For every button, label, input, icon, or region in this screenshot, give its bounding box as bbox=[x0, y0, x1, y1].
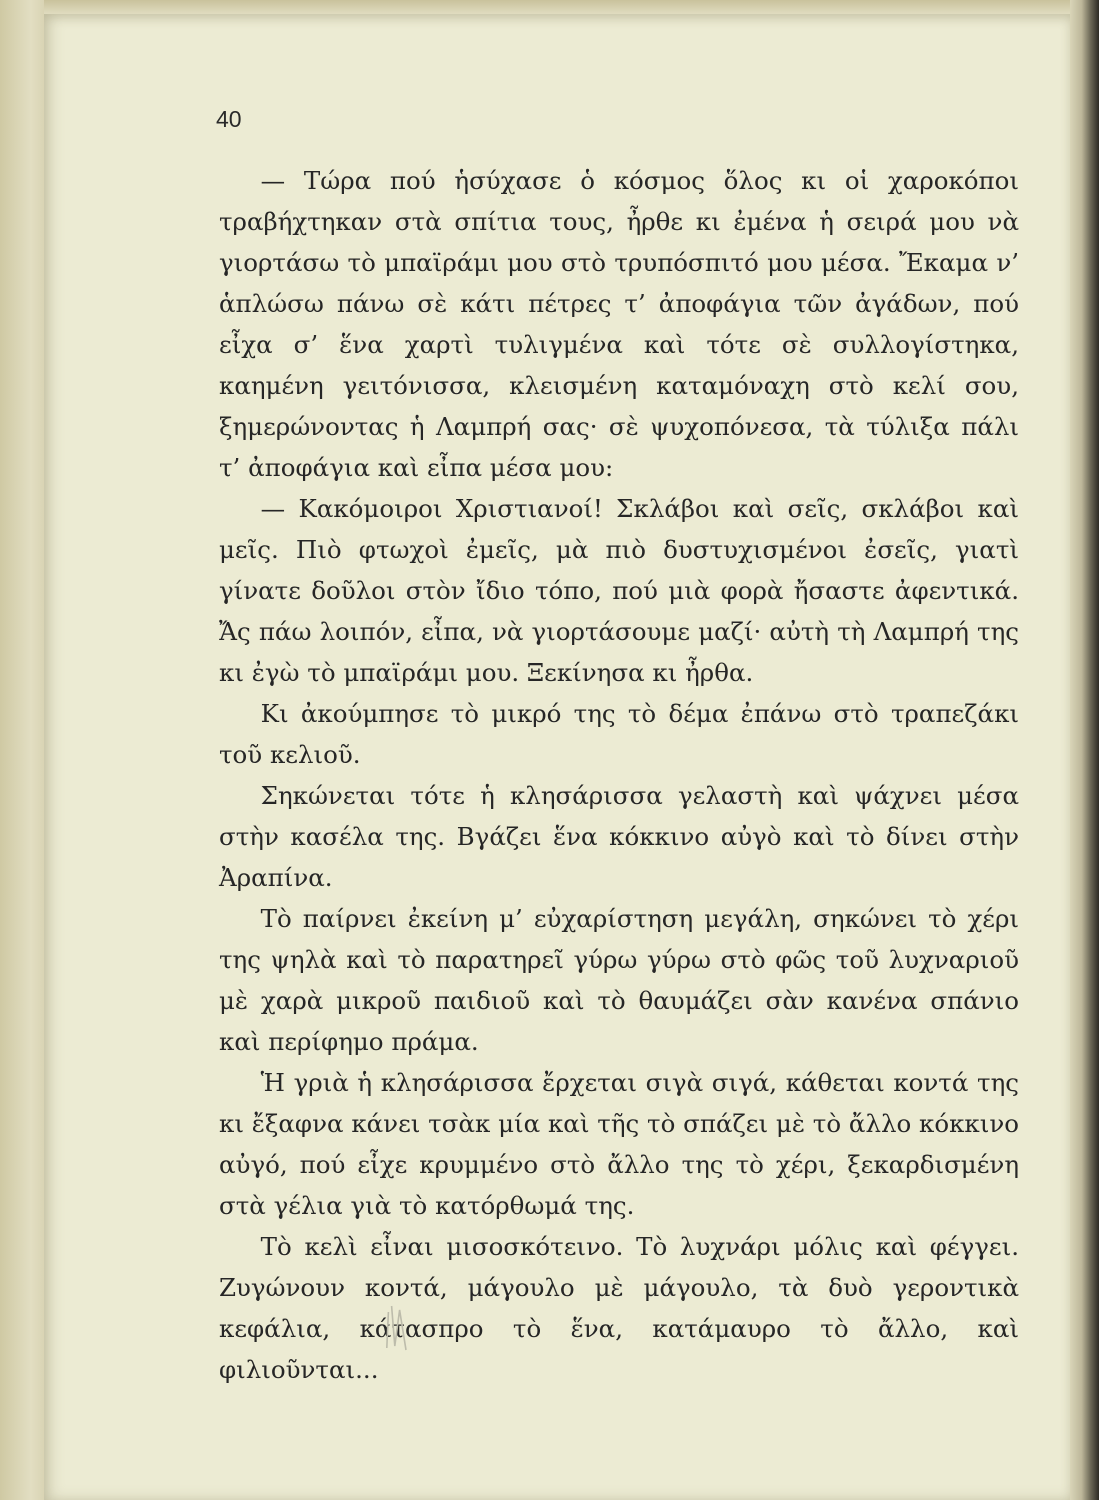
paragraph: Τὸ κελὶ εἶναι μισοσκότεινο. Τὸ λυχνάρι μόλις καὶ φέγγει. Ζυγώνουν κοντά, μάγουλο μὲ μάγουλο, τὰ δυὸ γεροντικὰ κεφάλια, κάτασπρο τὸ ἕνα, κατάμαυρο τὸ ἄλλο, καὶ φιλιοῦνται... bbox=[219, 1232, 1019, 1384]
paragraph: Ἡ γριὰ ἡ κλησάρισσα ἔρχεται σιγὰ σιγά, κάθεται κοντά της κι ἔξαφνα κάνει τσὰκ μία καὶ τῆς τὸ σπάζει μὲ τὸ ἄλλο κόκκινο αὐγό, πού εἶχε κρυμμένο στὸ ἄλλο της τὸ χέρι, ξεκαρδισμένη στὰ γέλια γιὰ τὸ κατόρθωμά της. bbox=[219, 1068, 1019, 1220]
page-number: 40 bbox=[216, 106, 242, 132]
paragraph: Κι ἀκούμπησε τὸ μικρό της τὸ δέμα ἐπάνω στὸ τραπεζάκι τοῦ κελιοῦ. bbox=[219, 699, 1019, 769]
paragraph: Σηκώνεται τότε ἡ κλησάρισσα γελαστὴ καὶ ψάχνει μέσα στὴν κασέλα της. Βγάζει ἕνα κόκκινο αὐγὸ καὶ τὸ δίνει στὴν Ἀραπίνα. bbox=[219, 781, 1019, 892]
paragraph: — Κακόμοιροι Χριστιανοί! Σκλάβοι καὶ σεῖς, σκλάβοι καὶ μεῖς. Πιὸ φτωχοὶ ἐμεῖς, μὰ πιὸ δυστυχισμένοι ἐσεῖς, γιατὶ γίνατε δοῦλοι στὸν ἴδιο τόπο, πού μιὰ φορὰ ἤσαστε ἀφεντικά. Ἄς πάω λοιπόν, εἶπα, νὰ γιορτάσουμε μαζί· αὐτὴ τὴ Λαμπρή της κι ἐγὼ τὸ μπαϊράμι μου. Ξεκίνησα κι ἦρθα. bbox=[219, 494, 1019, 687]
paragraph: Τὸ παίρνει ἐκείνη μ’ εὐχαρίστηση μεγάλη, σηκώνει τὸ χέρι της ψηλὰ καὶ τὸ παρατηρεῖ γύρω γύρω στὸ φῶς τοῦ λυχναριοῦ μὲ χαρὰ μικροῦ παιδιοῦ καὶ τὸ θαυμάζει σὰν κανένα σπάνιο καὶ περίφημο πράμα. bbox=[219, 904, 1019, 1056]
page-top-edge bbox=[0, 0, 1099, 14]
pencil-scribble-icon bbox=[382, 1298, 414, 1358]
pencil-annotation-mark bbox=[382, 1298, 414, 1368]
paragraph: — Τώρα πού ἡσύχασε ὁ κόσμος ὅλος κι οἱ χαροκόποι τραβήχτηκαν στὰ σπίτια τους, ἦρθε κι ἐμένα ἡ σειρά μου νὰ γιορτάσω τὸ μπαϊράμι μου στὸ τρυπόσπιτό μου μέσα. Ἔκαμα ν’ ἁπλώσω πάνω σὲ κάτι πέτρες τ’ ἀποφάγια τῶν ἀγάδων, πού εἶχα σ’ ἕνα χαρτὶ τυλιγμένα καὶ τότε σὲ συλλογίστηκα, καημένη γειτόνισσα, κλεισμένη καταμόναχη στὸ κελί σου, ξημερώνοντας ἡ Λαμπρή σας· σὲ ψυχοπόνεσα, τὰ τύλιξα πάλι τ’ ἀποφάγια καὶ εἶπα μέσα μου: bbox=[219, 166, 1019, 482]
body-text bbox=[219, 160, 1019, 1390]
binding-edge bbox=[0, 0, 44, 1500]
page-right-edge bbox=[1070, 0, 1099, 1500]
